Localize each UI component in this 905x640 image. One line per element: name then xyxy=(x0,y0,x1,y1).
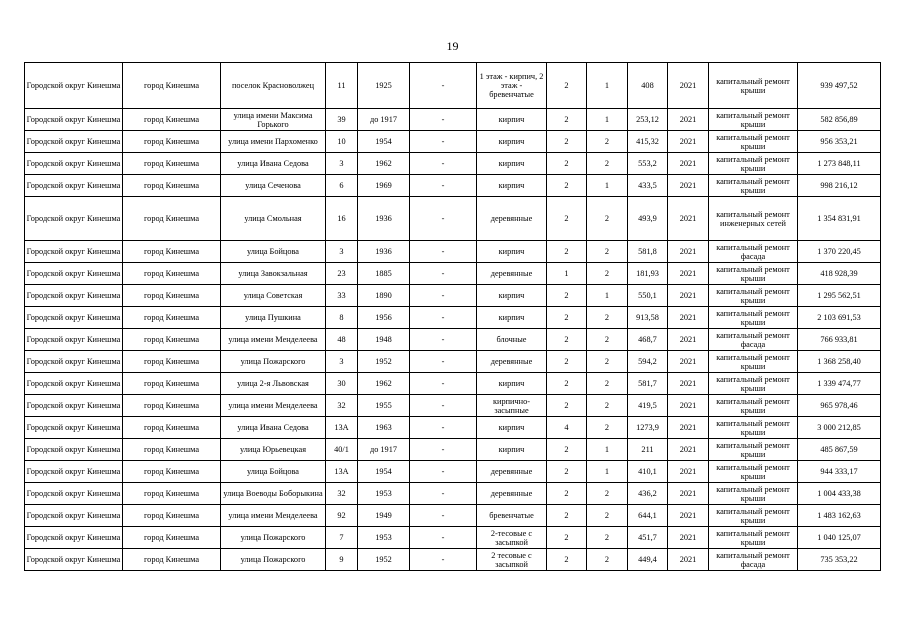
cell-wall-material: 2-тесовые с засыпкой xyxy=(477,527,547,549)
cell-municipality: Городской округ Кинешма xyxy=(25,241,123,263)
cell-municipality: Городской округ Кинешма xyxy=(25,461,123,483)
cell-repair-year: 2021 xyxy=(668,373,709,395)
cell-settlement: город Кинешма xyxy=(123,63,221,109)
cell-entrances: 2 xyxy=(587,505,628,527)
cell-municipality: Городской округ Кинешма xyxy=(25,351,123,373)
cell-settlement: город Кинешма xyxy=(123,263,221,285)
cell-repair-year: 2021 xyxy=(668,417,709,439)
cell-repair-year: 2021 xyxy=(668,285,709,307)
cell-street: улица Воеводы Боборыкина xyxy=(221,483,326,505)
table-row xyxy=(25,395,881,417)
cell-wall-material: деревянные xyxy=(477,197,547,241)
cell-house-number: 16 xyxy=(326,197,358,241)
cell-entrances: 2 xyxy=(587,483,628,505)
cell-cost: 939 497,52 xyxy=(798,63,881,109)
cell-cost: 582 856,89 xyxy=(798,109,881,131)
cell-street: улица Пожарского xyxy=(221,351,326,373)
table-row xyxy=(25,461,881,483)
cell-year-built: 1953 xyxy=(358,483,410,505)
cell-municipality: Городской округ Кинешма xyxy=(25,175,123,197)
cell-area: 468,7 xyxy=(628,329,668,351)
cell-entrances: 1 xyxy=(587,63,628,109)
cell-work-type: капитальный ремонт фасада xyxy=(709,241,798,263)
cell-wall-material: кирпич xyxy=(477,131,547,153)
cell-municipality: Городской округ Кинешма xyxy=(25,373,123,395)
cell-house-number: 6 xyxy=(326,175,358,197)
cell-area: 436,2 xyxy=(628,483,668,505)
cell-house-number: 13А xyxy=(326,461,358,483)
cell-settlement: город Кинешма xyxy=(123,417,221,439)
cell-entrances: 2 xyxy=(587,373,628,395)
cell-work-type: капитальный ремонт крыши xyxy=(709,285,798,307)
cell-work-type: капитальный ремонт крыши xyxy=(709,131,798,153)
cell-year-overhaul: - xyxy=(410,351,477,373)
cell-entrances: 1 xyxy=(587,439,628,461)
cell-year-overhaul: - xyxy=(410,241,477,263)
cell-wall-material: кирпич xyxy=(477,307,547,329)
cell-wall-material: кирпич xyxy=(477,285,547,307)
cell-house-number: 40/1 xyxy=(326,439,358,461)
cell-floors: 2 xyxy=(547,505,587,527)
table-row xyxy=(25,505,881,527)
cell-work-type: капитальный ремонт крыши xyxy=(709,307,798,329)
cell-area: 419,5 xyxy=(628,395,668,417)
cell-entrances: 2 xyxy=(587,307,628,329)
cell-cost: 1 483 162,63 xyxy=(798,505,881,527)
cell-cost: 418 928,39 xyxy=(798,263,881,285)
table-row xyxy=(25,373,881,395)
cell-settlement: город Кинешма xyxy=(123,395,221,417)
cell-settlement: город Кинешма xyxy=(123,373,221,395)
cell-wall-material: деревянные xyxy=(477,483,547,505)
cell-wall-material: 1 этаж - кирпич, 2 этаж - бревенчатые xyxy=(477,63,547,109)
cell-entrances: 2 xyxy=(587,417,628,439)
cell-year-overhaul: - xyxy=(410,109,477,131)
cell-street: улица имени Менделеева xyxy=(221,329,326,351)
cell-municipality: Городской округ Кинешма xyxy=(25,417,123,439)
cell-municipality: Городской округ Кинешма xyxy=(25,263,123,285)
cell-floors: 2 xyxy=(547,175,587,197)
cell-repair-year: 2021 xyxy=(668,153,709,175)
cell-cost: 956 353,21 xyxy=(798,131,881,153)
repair-register-table xyxy=(24,62,881,571)
cell-settlement: город Кинешма xyxy=(123,197,221,241)
cell-municipality: Городской округ Кинешма xyxy=(25,549,123,571)
cell-year-built: 1948 xyxy=(358,329,410,351)
cell-wall-material: 2 тесовые с засыпкой xyxy=(477,549,547,571)
cell-municipality: Городской округ Кинешма xyxy=(25,131,123,153)
cell-settlement: город Кинешма xyxy=(123,483,221,505)
cell-work-type: капитальный ремонт крыши xyxy=(709,527,798,549)
cell-settlement: город Кинешма xyxy=(123,109,221,131)
cell-wall-material: кирпич xyxy=(477,175,547,197)
cell-house-number: 3 xyxy=(326,153,358,175)
cell-year-built: 1925 xyxy=(358,63,410,109)
cell-year-overhaul: - xyxy=(410,549,477,571)
table-row xyxy=(25,109,881,131)
cell-year-built: 1954 xyxy=(358,461,410,483)
cell-repair-year: 2021 xyxy=(668,175,709,197)
cell-settlement: город Кинешма xyxy=(123,527,221,549)
cell-cost: 485 867,59 xyxy=(798,439,881,461)
cell-settlement: город Кинешма xyxy=(123,351,221,373)
table-row xyxy=(25,351,881,373)
cell-work-type: капитальный ремонт инженерных сетей xyxy=(709,197,798,241)
cell-floors: 2 xyxy=(547,153,587,175)
cell-municipality: Городской округ Кинешма xyxy=(25,109,123,131)
cell-wall-material: деревянные xyxy=(477,461,547,483)
cell-house-number: 10 xyxy=(326,131,358,153)
cell-municipality: Городской округ Кинешма xyxy=(25,285,123,307)
cell-street: улица 2-я Львовская xyxy=(221,373,326,395)
cell-street: улица Пожарского xyxy=(221,549,326,571)
cell-area: 553,2 xyxy=(628,153,668,175)
cell-area: 211 xyxy=(628,439,668,461)
cell-year-overhaul: - xyxy=(410,329,477,351)
cell-wall-material: кирпич xyxy=(477,153,547,175)
cell-year-built: 1953 xyxy=(358,527,410,549)
cell-cost: 2 103 691,53 xyxy=(798,307,881,329)
cell-year-built: 1952 xyxy=(358,549,410,571)
cell-entrances: 1 xyxy=(587,109,628,131)
cell-floors: 2 xyxy=(547,109,587,131)
cell-repair-year: 2021 xyxy=(668,461,709,483)
cell-entrances: 2 xyxy=(587,351,628,373)
cell-repair-year: 2021 xyxy=(668,131,709,153)
cell-floors: 2 xyxy=(547,241,587,263)
cell-house-number: 11 xyxy=(326,63,358,109)
cell-year-overhaul: - xyxy=(410,461,477,483)
cell-entrances: 1 xyxy=(587,461,628,483)
cell-street: улица Пожарского xyxy=(221,527,326,549)
cell-repair-year: 2021 xyxy=(668,395,709,417)
cell-year-overhaul: - xyxy=(410,285,477,307)
cell-entrances: 2 xyxy=(587,527,628,549)
cell-house-number: 33 xyxy=(326,285,358,307)
cell-floors: 1 xyxy=(547,263,587,285)
cell-municipality: Городской округ Кинешма xyxy=(25,153,123,175)
table-row xyxy=(25,63,881,109)
cell-cost: 1 368 258,40 xyxy=(798,351,881,373)
cell-year-overhaul: - xyxy=(410,153,477,175)
cell-floors: 4 xyxy=(547,417,587,439)
cell-municipality: Городской округ Кинешма xyxy=(25,63,123,109)
cell-cost: 998 216,12 xyxy=(798,175,881,197)
cell-year-overhaul: - xyxy=(410,527,477,549)
cell-floors: 2 xyxy=(547,307,587,329)
table-row xyxy=(25,527,881,549)
cell-settlement: город Кинешма xyxy=(123,549,221,571)
cell-year-built: 1956 xyxy=(358,307,410,329)
cell-house-number: 13А xyxy=(326,417,358,439)
cell-year-overhaul: - xyxy=(410,483,477,505)
cell-year-built: 1969 xyxy=(358,175,410,197)
cell-cost: 735 353,22 xyxy=(798,549,881,571)
cell-street: улица Завокзальная xyxy=(221,263,326,285)
table-row xyxy=(25,483,881,505)
cell-settlement: город Кинешма xyxy=(123,505,221,527)
cell-repair-year: 2021 xyxy=(668,197,709,241)
cell-cost: 1 354 831,91 xyxy=(798,197,881,241)
cell-year-built: до 1917 xyxy=(358,109,410,131)
cell-year-built: 1955 xyxy=(358,395,410,417)
cell-repair-year: 2021 xyxy=(668,439,709,461)
cell-area: 433,5 xyxy=(628,175,668,197)
cell-cost: 766 933,81 xyxy=(798,329,881,351)
cell-area: 493,9 xyxy=(628,197,668,241)
cell-street: улица имени Менделеева xyxy=(221,505,326,527)
cell-entrances: 2 xyxy=(587,263,628,285)
cell-year-overhaul: - xyxy=(410,131,477,153)
cell-work-type: капитальный ремонт крыши xyxy=(709,417,798,439)
cell-year-built: 1954 xyxy=(358,131,410,153)
cell-municipality: Городской округ Кинешма xyxy=(25,395,123,417)
table-row xyxy=(25,417,881,439)
cell-municipality: Городской округ Кинешма xyxy=(25,439,123,461)
cell-street: поселок Красноволжец xyxy=(221,63,326,109)
cell-house-number: 32 xyxy=(326,395,358,417)
cell-settlement: город Кинешма xyxy=(123,285,221,307)
cell-entrances: 2 xyxy=(587,131,628,153)
cell-floors: 2 xyxy=(547,527,587,549)
cell-area: 644,1 xyxy=(628,505,668,527)
cell-work-type: капитальный ремонт крыши xyxy=(709,483,798,505)
cell-settlement: город Кинешма xyxy=(123,131,221,153)
cell-cost: 1 040 125,07 xyxy=(798,527,881,549)
cell-year-overhaul: - xyxy=(410,395,477,417)
cell-work-type: капитальный ремонт крыши xyxy=(709,263,798,285)
cell-street: улица Смольная xyxy=(221,197,326,241)
cell-work-type: капитальный ремонт крыши xyxy=(709,63,798,109)
cell-street: улица Сеченова xyxy=(221,175,326,197)
cell-settlement: город Кинешма xyxy=(123,175,221,197)
cell-work-type: капитальный ремонт крыши xyxy=(709,461,798,483)
cell-year-overhaul: - xyxy=(410,63,477,109)
cell-repair-year: 2021 xyxy=(668,109,709,131)
cell-work-type: капитальный ремонт крыши xyxy=(709,153,798,175)
cell-floors: 2 xyxy=(547,439,587,461)
cell-year-overhaul: - xyxy=(410,307,477,329)
cell-cost: 1 295 562,51 xyxy=(798,285,881,307)
cell-year-built: до 1917 xyxy=(358,439,410,461)
cell-year-built: 1949 xyxy=(358,505,410,527)
cell-settlement: город Кинешма xyxy=(123,307,221,329)
cell-repair-year: 2021 xyxy=(668,63,709,109)
table-row xyxy=(25,263,881,285)
cell-street: улица имени Пархоменко xyxy=(221,131,326,153)
cell-entrances: 1 xyxy=(587,285,628,307)
cell-area: 408 xyxy=(628,63,668,109)
table-row xyxy=(25,153,881,175)
cell-entrances: 2 xyxy=(587,549,628,571)
cell-work-type: капитальный ремонт фасада xyxy=(709,549,798,571)
cell-year-built: 1890 xyxy=(358,285,410,307)
cell-repair-year: 2021 xyxy=(668,263,709,285)
cell-entrances: 2 xyxy=(587,197,628,241)
cell-floors: 2 xyxy=(547,351,587,373)
cell-house-number: 7 xyxy=(326,527,358,549)
cell-street: улица Бойцова xyxy=(221,241,326,263)
cell-house-number: 39 xyxy=(326,109,358,131)
register-body xyxy=(25,63,881,571)
cell-year-built: 1962 xyxy=(358,373,410,395)
cell-year-overhaul: - xyxy=(410,505,477,527)
cell-work-type: капитальный ремонт крыши xyxy=(709,395,798,417)
cell-year-built: 1952 xyxy=(358,351,410,373)
cell-entrances: 1 xyxy=(587,175,628,197)
cell-settlement: город Кинешма xyxy=(123,329,221,351)
cell-house-number: 8 xyxy=(326,307,358,329)
cell-year-overhaul: - xyxy=(410,175,477,197)
cell-settlement: город Кинешма xyxy=(123,439,221,461)
cell-municipality: Городской округ Кинешма xyxy=(25,505,123,527)
cell-area: 581,8 xyxy=(628,241,668,263)
cell-house-number: 30 xyxy=(326,373,358,395)
cell-floors: 2 xyxy=(547,285,587,307)
cell-repair-year: 2021 xyxy=(668,241,709,263)
cell-cost: 944 333,17 xyxy=(798,461,881,483)
cell-house-number: 23 xyxy=(326,263,358,285)
table-row xyxy=(25,439,881,461)
cell-cost: 1 339 474,77 xyxy=(798,373,881,395)
cell-repair-year: 2021 xyxy=(668,505,709,527)
cell-cost: 1 370 220,45 xyxy=(798,241,881,263)
cell-work-type: капитальный ремонт крыши xyxy=(709,351,798,373)
cell-wall-material: кирпич xyxy=(477,417,547,439)
cell-entrances: 2 xyxy=(587,395,628,417)
cell-street: улица Пушкина xyxy=(221,307,326,329)
cell-wall-material: кирпично-засыпные xyxy=(477,395,547,417)
cell-year-overhaul: - xyxy=(410,439,477,461)
cell-area: 913,58 xyxy=(628,307,668,329)
table-row xyxy=(25,131,881,153)
cell-floors: 2 xyxy=(547,395,587,417)
cell-wall-material: кирпич xyxy=(477,439,547,461)
cell-street: улица Бойцова xyxy=(221,461,326,483)
cell-floors: 2 xyxy=(547,63,587,109)
table-row xyxy=(25,329,881,351)
page-number: 19 xyxy=(446,39,459,53)
cell-year-built: 1962 xyxy=(358,153,410,175)
cell-street: улица Ивана Седова xyxy=(221,153,326,175)
cell-work-type: капитальный ремонт крыши xyxy=(709,439,798,461)
cell-floors: 2 xyxy=(547,373,587,395)
cell-floors: 2 xyxy=(547,461,587,483)
cell-wall-material: кирпич xyxy=(477,109,547,131)
table-row xyxy=(25,241,881,263)
cell-street: улица Юрьевецкая xyxy=(221,439,326,461)
cell-year-overhaul: - xyxy=(410,197,477,241)
cell-floors: 2 xyxy=(547,483,587,505)
cell-entrances: 2 xyxy=(587,329,628,351)
cell-year-built: 1936 xyxy=(358,197,410,241)
cell-year-overhaul: - xyxy=(410,417,477,439)
cell-area: 594,2 xyxy=(628,351,668,373)
cell-municipality: Городской округ Кинешма xyxy=(25,329,123,351)
cell-wall-material: бревенчатые xyxy=(477,505,547,527)
cell-street: улица имени Менделеева xyxy=(221,395,326,417)
cell-municipality: Городской округ Кинешма xyxy=(25,483,123,505)
cell-municipality: Городской округ Кинешма xyxy=(25,527,123,549)
cell-work-type: капитальный ремонт крыши xyxy=(709,505,798,527)
table-row xyxy=(25,549,881,571)
cell-area: 181,93 xyxy=(628,263,668,285)
cell-year-built: 1936 xyxy=(358,241,410,263)
cell-work-type: капитальный ремонт крыши xyxy=(709,175,798,197)
cell-area: 550,1 xyxy=(628,285,668,307)
cell-street: улица имени Максима Горького xyxy=(221,109,326,131)
cell-cost: 1 273 848,11 xyxy=(798,153,881,175)
cell-street: улица Советская xyxy=(221,285,326,307)
cell-settlement: город Кинешма xyxy=(123,241,221,263)
cell-repair-year: 2021 xyxy=(668,351,709,373)
cell-wall-material: деревянные xyxy=(477,263,547,285)
cell-repair-year: 2021 xyxy=(668,527,709,549)
cell-repair-year: 2021 xyxy=(668,307,709,329)
cell-settlement: город Кинешма xyxy=(123,153,221,175)
cell-year-built: 1963 xyxy=(358,417,410,439)
cell-floors: 2 xyxy=(547,131,587,153)
cell-house-number: 32 xyxy=(326,483,358,505)
cell-year-overhaul: - xyxy=(410,373,477,395)
table-row xyxy=(25,175,881,197)
cell-house-number: 92 xyxy=(326,505,358,527)
cell-wall-material: деревянные xyxy=(477,351,547,373)
cell-work-type: капитальный ремонт крыши xyxy=(709,109,798,131)
cell-entrances: 2 xyxy=(587,153,628,175)
cell-cost: 965 978,46 xyxy=(798,395,881,417)
cell-house-number: 3 xyxy=(326,241,358,263)
cell-municipality: Городской округ Кинешма xyxy=(25,197,123,241)
cell-entrances: 2 xyxy=(587,241,628,263)
cell-municipality: Городской округ Кинешма xyxy=(25,307,123,329)
cell-settlement: город Кинешма xyxy=(123,461,221,483)
cell-area: 415,32 xyxy=(628,131,668,153)
cell-area: 449,4 xyxy=(628,549,668,571)
cell-repair-year: 2021 xyxy=(668,483,709,505)
cell-repair-year: 2021 xyxy=(668,549,709,571)
table-row xyxy=(25,307,881,329)
cell-area: 451,7 xyxy=(628,527,668,549)
cell-wall-material: кирпич xyxy=(477,373,547,395)
cell-house-number: 9 xyxy=(326,549,358,571)
table-row xyxy=(25,197,881,241)
cell-floors: 2 xyxy=(547,549,587,571)
cell-street: улица Ивана Седова xyxy=(221,417,326,439)
cell-wall-material: блочные xyxy=(477,329,547,351)
cell-cost: 1 004 433,38 xyxy=(798,483,881,505)
cell-wall-material: кирпич xyxy=(477,241,547,263)
cell-area: 581,7 xyxy=(628,373,668,395)
cell-house-number: 3 xyxy=(326,351,358,373)
cell-cost: 3 000 212,85 xyxy=(798,417,881,439)
cell-floors: 2 xyxy=(547,197,587,241)
cell-house-number: 48 xyxy=(326,329,358,351)
cell-year-overhaul: - xyxy=(410,263,477,285)
cell-area: 410,1 xyxy=(628,461,668,483)
cell-repair-year: 2021 xyxy=(668,329,709,351)
table-row xyxy=(25,285,881,307)
cell-floors: 2 xyxy=(547,329,587,351)
cell-area: 253,12 xyxy=(628,109,668,131)
cell-area: 1273,9 xyxy=(628,417,668,439)
cell-work-type: капитальный ремонт фасада xyxy=(709,329,798,351)
cell-work-type: капитальный ремонт крыши xyxy=(709,373,798,395)
cell-year-built: 1885 xyxy=(358,263,410,285)
